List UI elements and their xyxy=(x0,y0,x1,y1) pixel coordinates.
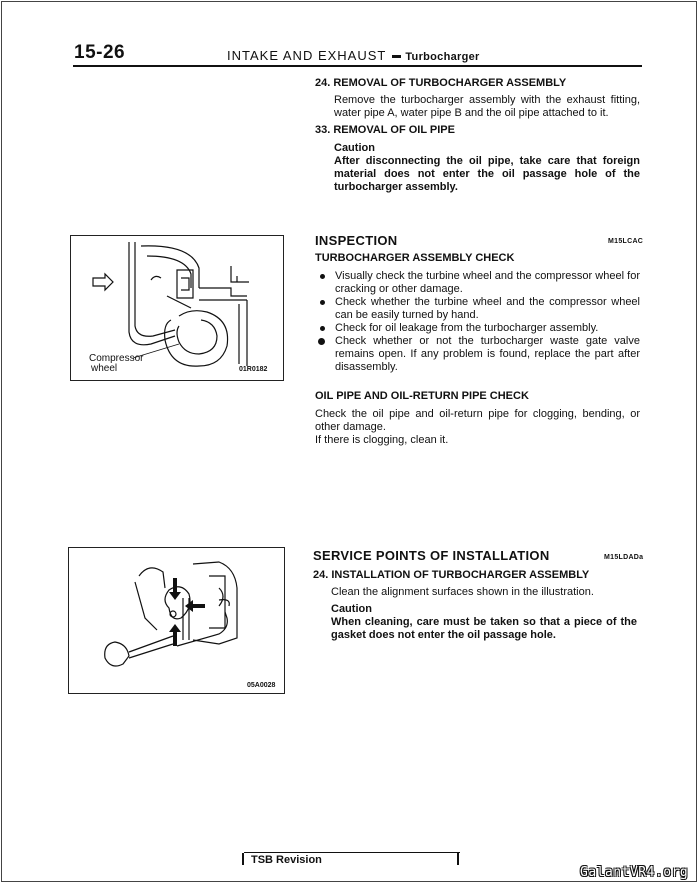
footer-bar-right xyxy=(457,853,459,865)
title-dash xyxy=(392,55,401,58)
bullet-item: Check for oil leakage from the turbocharger assembly. xyxy=(315,322,640,335)
removal-caution-label: Caution xyxy=(334,142,375,154)
bullet-dot xyxy=(320,274,325,279)
turbo-check-title: TURBOCHARGER ASSEMBLY CHECK xyxy=(315,252,515,264)
figure-turbo-alignment-surfaces xyxy=(68,547,285,694)
service-code: M15LDADa xyxy=(604,554,644,561)
removal-step-24-text: Remove the turbocharger assembly with the exhaust fitting, water pipe A, water pipe B and the oil pipe attached to it. xyxy=(334,94,640,119)
removal-step-24-title: 24. REMOVAL OF TURBOCHARGER ASSEMBLY xyxy=(315,77,567,89)
wastegate-actuator xyxy=(105,642,129,666)
removal-caution-text: After disconnecting the oil pipe, take care that foreign material does not enter the oil passage hole of the turbocharger assembly. xyxy=(334,155,640,193)
inspection-title: INSPECTION xyxy=(315,233,398,248)
footer-rule xyxy=(244,852,460,853)
alignment-arrow-bottom xyxy=(169,624,181,646)
tsb-revision-label: TSB Revision xyxy=(251,854,322,866)
bullet-dot xyxy=(320,300,325,305)
install-caution-text: When cleaning, care must be taken so that a piece of the gasket does not enter the oil passage hole. xyxy=(331,616,637,641)
bullet-item: Check whether the turbine wheel and the compressor wheel can be easily turned by hand. xyxy=(315,296,640,322)
oil-pipe-check-title: OIL PIPE AND OIL-RETURN PIPE CHECK xyxy=(315,390,529,402)
turbo-check-list xyxy=(315,270,640,374)
figure-turbo-cross-section xyxy=(70,235,284,381)
turbo-assembly-drawing xyxy=(69,548,284,693)
site-watermark: GalantVR4.org xyxy=(580,865,689,880)
bullet-dot xyxy=(320,326,325,331)
inspection-code: M15LCAC xyxy=(608,238,644,245)
figure1-label-line1: Compressor xyxy=(89,353,144,364)
install-caution-label: Caution xyxy=(331,603,372,615)
service-title: SERVICE POINTS OF INSTALLATION xyxy=(313,548,550,563)
oil-pipe-check-text2: If there is clogging, clean it. xyxy=(315,434,449,446)
footer-bar-left xyxy=(242,853,244,865)
oil-pipe-check-text: Check the oil pipe and oil-return pipe for clogging, bending, or other damage. xyxy=(315,408,640,433)
compressor-inlet xyxy=(139,568,165,588)
subsection-name: Turbocharger xyxy=(405,51,480,63)
page-number: 15-26 xyxy=(74,42,126,63)
install-step-24-text: Clean the alignment surfaces shown in the illustration. xyxy=(331,586,594,598)
install-step-24-title: 24. INSTALLATION OF TURBOCHARGER ASSEMBLY xyxy=(313,569,590,581)
figure1-code: 01R0182 xyxy=(239,366,268,373)
bullet-dot xyxy=(318,338,325,345)
figure2-code: 05A0028 xyxy=(247,682,276,689)
bullet-item: Visually check the turbine wheel and the compressor wheel for cracking or other damage. xyxy=(315,270,640,296)
bullet-item: Check whether or not the turbocharger waste gate valve remains open. If any problem is found, replace the part after disassembly. xyxy=(315,335,640,374)
airflow-arrow xyxy=(93,274,113,290)
header-rule xyxy=(73,65,642,67)
section-name: INTAKE AND EXHAUST xyxy=(227,48,387,63)
removal-step-33-title: 33. REMOVAL OF OIL PIPE xyxy=(315,124,455,136)
section-title xyxy=(227,48,480,63)
figure1-label-line2: wheel xyxy=(91,363,118,374)
